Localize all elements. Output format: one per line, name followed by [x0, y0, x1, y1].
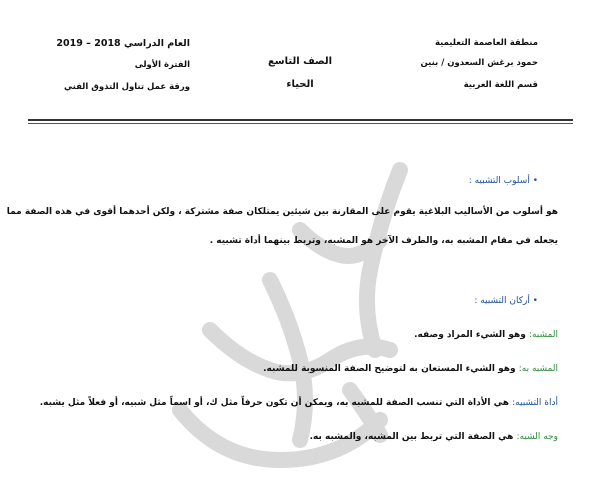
section-pillars-heading: • أركان التشبيه :: [474, 296, 538, 306]
header-subject: الحياء: [286, 79, 314, 90]
header-divider-thick: [28, 119, 573, 121]
definition-line-1: هو أسلوب من الأساليب البلاغية يقوم على المقارنة بين شيئين يمتلكان صفة مشتركة ، ولكن أحدهما أقوى في هذه الصفة مما: [6, 207, 558, 217]
pillar-text: هي الأداة التي تنسب الصفة للمشبه به، ويمكن أن تكون حرفاً مثل ك، أو اسماً مثل شبيه، أو فعلاً مثل يشبه.: [39, 398, 513, 408]
header-divider-thin: [28, 123, 573, 124]
pillar-term: المشبه به:: [518, 364, 558, 374]
pillar-text: وهو الشيء المستعان به لتوضيح الصفة المنسوبة للمشبه.: [263, 364, 519, 374]
pillar-item: [263, 364, 558, 374]
pillar-text: هي الصفة التي تربط بين المشبه، والمشبه به.: [309, 432, 517, 442]
header-region: منطقة العاصمة التعليمية: [434, 38, 538, 48]
pillar-item: [40, 398, 558, 408]
pillar-term: أداة التشبيه:: [512, 398, 558, 408]
header-department: قسم اللغة العربية: [463, 80, 538, 90]
header-worksheet-title: ورقة عمل تناول التذوق الفني: [64, 82, 190, 92]
pillar-item: [310, 432, 558, 442]
header-school: حمود برغش السعدون / بنين: [420, 58, 538, 68]
pillar-term: المشبه:: [528, 330, 558, 340]
pillar-term: وجه الشبه:: [516, 432, 558, 442]
header-term: الفترة الأولى: [134, 60, 190, 70]
section-definition-heading: • أسلوب التشبيه :: [468, 176, 538, 186]
pillar-item: [414, 330, 558, 340]
pillar-text: وهو الشيء المراد وصفه.: [414, 330, 529, 340]
header-grade: الصف التاسع: [267, 56, 333, 67]
header-year: العام الدراسي 2018 – 2019: [56, 38, 190, 49]
definition-line-2: يجعله في مقام المشبه به، والطرف الآخر هو المشبه، وتربط بينهما أداة تشبيه .: [209, 236, 558, 246]
